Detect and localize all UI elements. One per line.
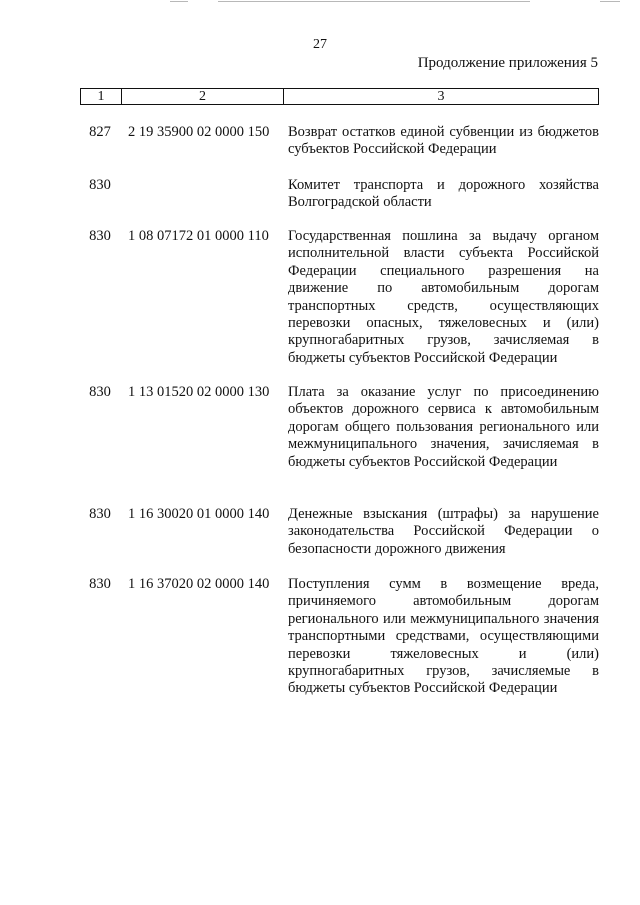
revenue-name-cell: Денежные взыскания (штрафы) за нарушение законодательства Российской Федерации о безопасности дорожного движения: [288, 506, 599, 557]
kbk-code-cell: 2 19 35900 02 0000 150: [128, 124, 270, 140]
top-scan-line-center: [218, 1, 530, 2]
column-header-row: [81, 89, 599, 105]
admin-code-cell: 830: [89, 506, 111, 522]
column-header-1: 1: [81, 89, 122, 105]
admin-code-cell: 830: [89, 384, 111, 400]
revenue-name-cell: Комитет транспорта и дорожного хозяйства Волгоградской области: [288, 177, 599, 211]
top-scan-line-right: [600, 1, 620, 2]
page-number: 27: [313, 37, 327, 52]
column-header-table: [80, 88, 599, 105]
column-header-2: 2: [122, 89, 284, 105]
revenue-name-cell: Плата за оказание услуг по присоединению объектов дорожного сервиса к автомобильным дорогам общего пользования регионального или межмуниципального значения, зачисляемая в бюджеты субъектов Российской Федерации: [288, 384, 599, 470]
admin-code-cell: 830: [89, 177, 111, 193]
continuation-label: Продолжение приложения 5: [417, 55, 598, 71]
kbk-code-cell: 1 08 07172 01 0000 110: [128, 228, 269, 244]
revenue-name-cell: Государственная пошлина за выдачу органом исполнительной власти субъекта Российской Федерации специального разрешения на движение по автомобильным дорогам транспортных средств, осуществляющих перевозки опасных, тяжеловесных и (или) крупногабаритных грузов, зачисляемая в бюджеты субъектов Российской Федерации: [288, 228, 599, 366]
admin-code-cell: 827: [89, 124, 111, 140]
column-header-3: 3: [284, 89, 599, 105]
revenue-name-cell: Возврат остатков единой субвенции из бюджетов субъектов Российской Федерации: [288, 124, 599, 158]
admin-code-cell: 830: [89, 576, 111, 592]
revenue-name-cell: Поступления сумм в возмещение вреда, причиняемого автомобильным дорогам регионального или межмуниципального значения транспортными средствами, осуществляющими перевозки тяжеловесных и (или) крупногабаритных грузов, зачисляемые в бюджеты субъектов Российской Федерации: [288, 576, 599, 697]
admin-code-cell: 830: [89, 228, 111, 244]
kbk-code-cell: 1 16 30020 01 0000 140: [128, 506, 270, 522]
top-scan-line-left: [170, 1, 188, 2]
kbk-code-cell: 1 13 01520 02 0000 130: [128, 384, 270, 400]
kbk-code-cell: 1 16 37020 02 0000 140: [128, 576, 270, 592]
